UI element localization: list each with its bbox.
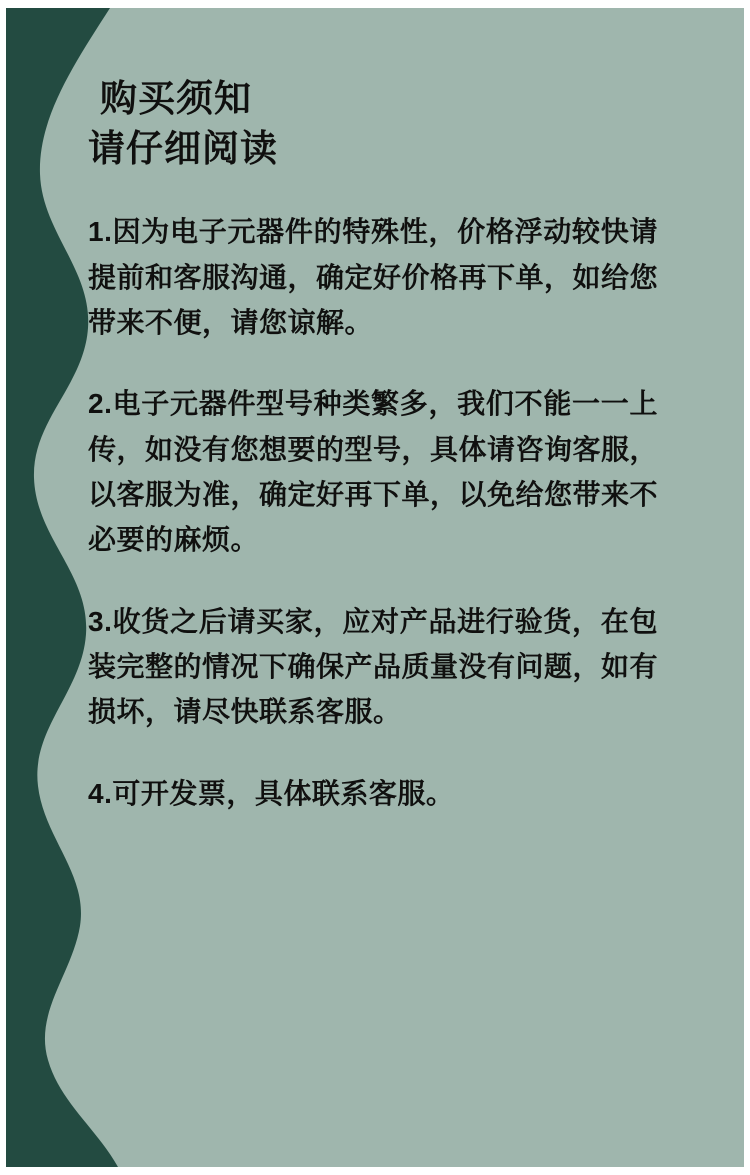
notice-item-1: 1.因为电子元器件的特殊性，价格浮动较快请提前和客服沟通，确定好价格再下单，如给您带来不便，请您谅解。 <box>88 216 659 338</box>
notice-item-3: 3.收货之后请买家，应对产品进行验货，在包装完整的情况下确保产品质量没有问题，如有损坏，请尽快联系客服。 <box>88 605 659 728</box>
page-title-line-1: 购买须知 <box>100 78 252 119</box>
page-title-line-2: 请仔细阅读 <box>88 127 278 169</box>
frame-top-edge <box>0 0 750 8</box>
notice-item-2: 2.电子元器件型号种类繁多，我们不能一一上传，如没有您想要的型号，具体请咨询客服，以客服为准，确定好再下单，以免给您带来不必要的麻烦。 <box>88 388 659 556</box>
frame-bottom-edge <box>0 1167 750 1175</box>
page-title <box>88 74 688 173</box>
frame-left-edge <box>0 0 6 1175</box>
notice-content <box>88 74 688 816</box>
frame-right-edge <box>744 0 750 1175</box>
notice-item-4: 4.可开发票，具体联系客服。 <box>88 777 455 809</box>
